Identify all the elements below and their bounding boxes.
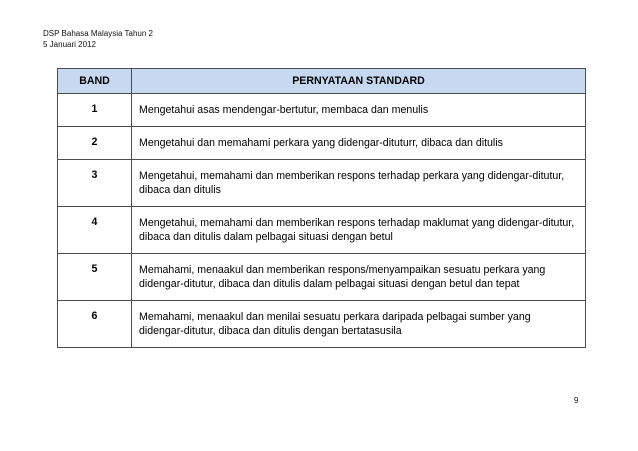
standard-statement: Memahami, menaakul dan menilai sesuatu perkara daripada pelbagai sumber yang didengar-ditutur, dibaca dan ditulis dengan bertatasusila: [132, 301, 586, 348]
table-row: [58, 160, 586, 207]
standard-statement: Memahami, menaakul dan memberikan respons/menyampaikan sesuatu perkara yang didengar-ditutur, dibaca dan ditulis dalam pelbagai situasi dengan betul dan tepat: [132, 254, 586, 301]
standard-statement: Mengetahui, memahami dan memberikan respons terhadap maklumat yang didengar-ditutur, dibaca dan ditulis dalam pelbagai situasi dengan betul: [132, 207, 586, 254]
table-row: [58, 94, 586, 127]
band-number: 6: [58, 301, 132, 348]
statement-column-header: PERNYATAAN STANDARD: [132, 69, 586, 94]
band-standard-table: [57, 68, 586, 348]
standard-statement: Mengetahui dan memahami perkara yang didengar-dituturr, dibaca dan ditulis: [132, 127, 586, 160]
table-row: [58, 127, 586, 160]
page-number: 9: [574, 396, 579, 405]
band-number: 4: [58, 207, 132, 254]
header-date: 5 Januari 2012: [43, 40, 96, 49]
document-header: [43, 28, 153, 50]
band-number: 2: [58, 127, 132, 160]
table-row: [58, 301, 586, 348]
table-row: [58, 254, 586, 301]
standard-statement: Mengetahui asas mendengar-bertutur, membaca dan menulis: [132, 94, 586, 127]
band-number: 3: [58, 160, 132, 207]
standard-statement: Mengetahui, memahami dan memberikan respons terhadap perkara yang didengar-ditutur, dibaca dan ditulis: [132, 160, 586, 207]
table-row: [58, 207, 586, 254]
header-title: DSP Bahasa Malaysia Tahun 2: [43, 29, 153, 38]
band-column-header: BAND: [58, 69, 132, 94]
band-number: 5: [58, 254, 132, 301]
band-number: 1: [58, 94, 132, 127]
table-header-row: [58, 69, 586, 94]
